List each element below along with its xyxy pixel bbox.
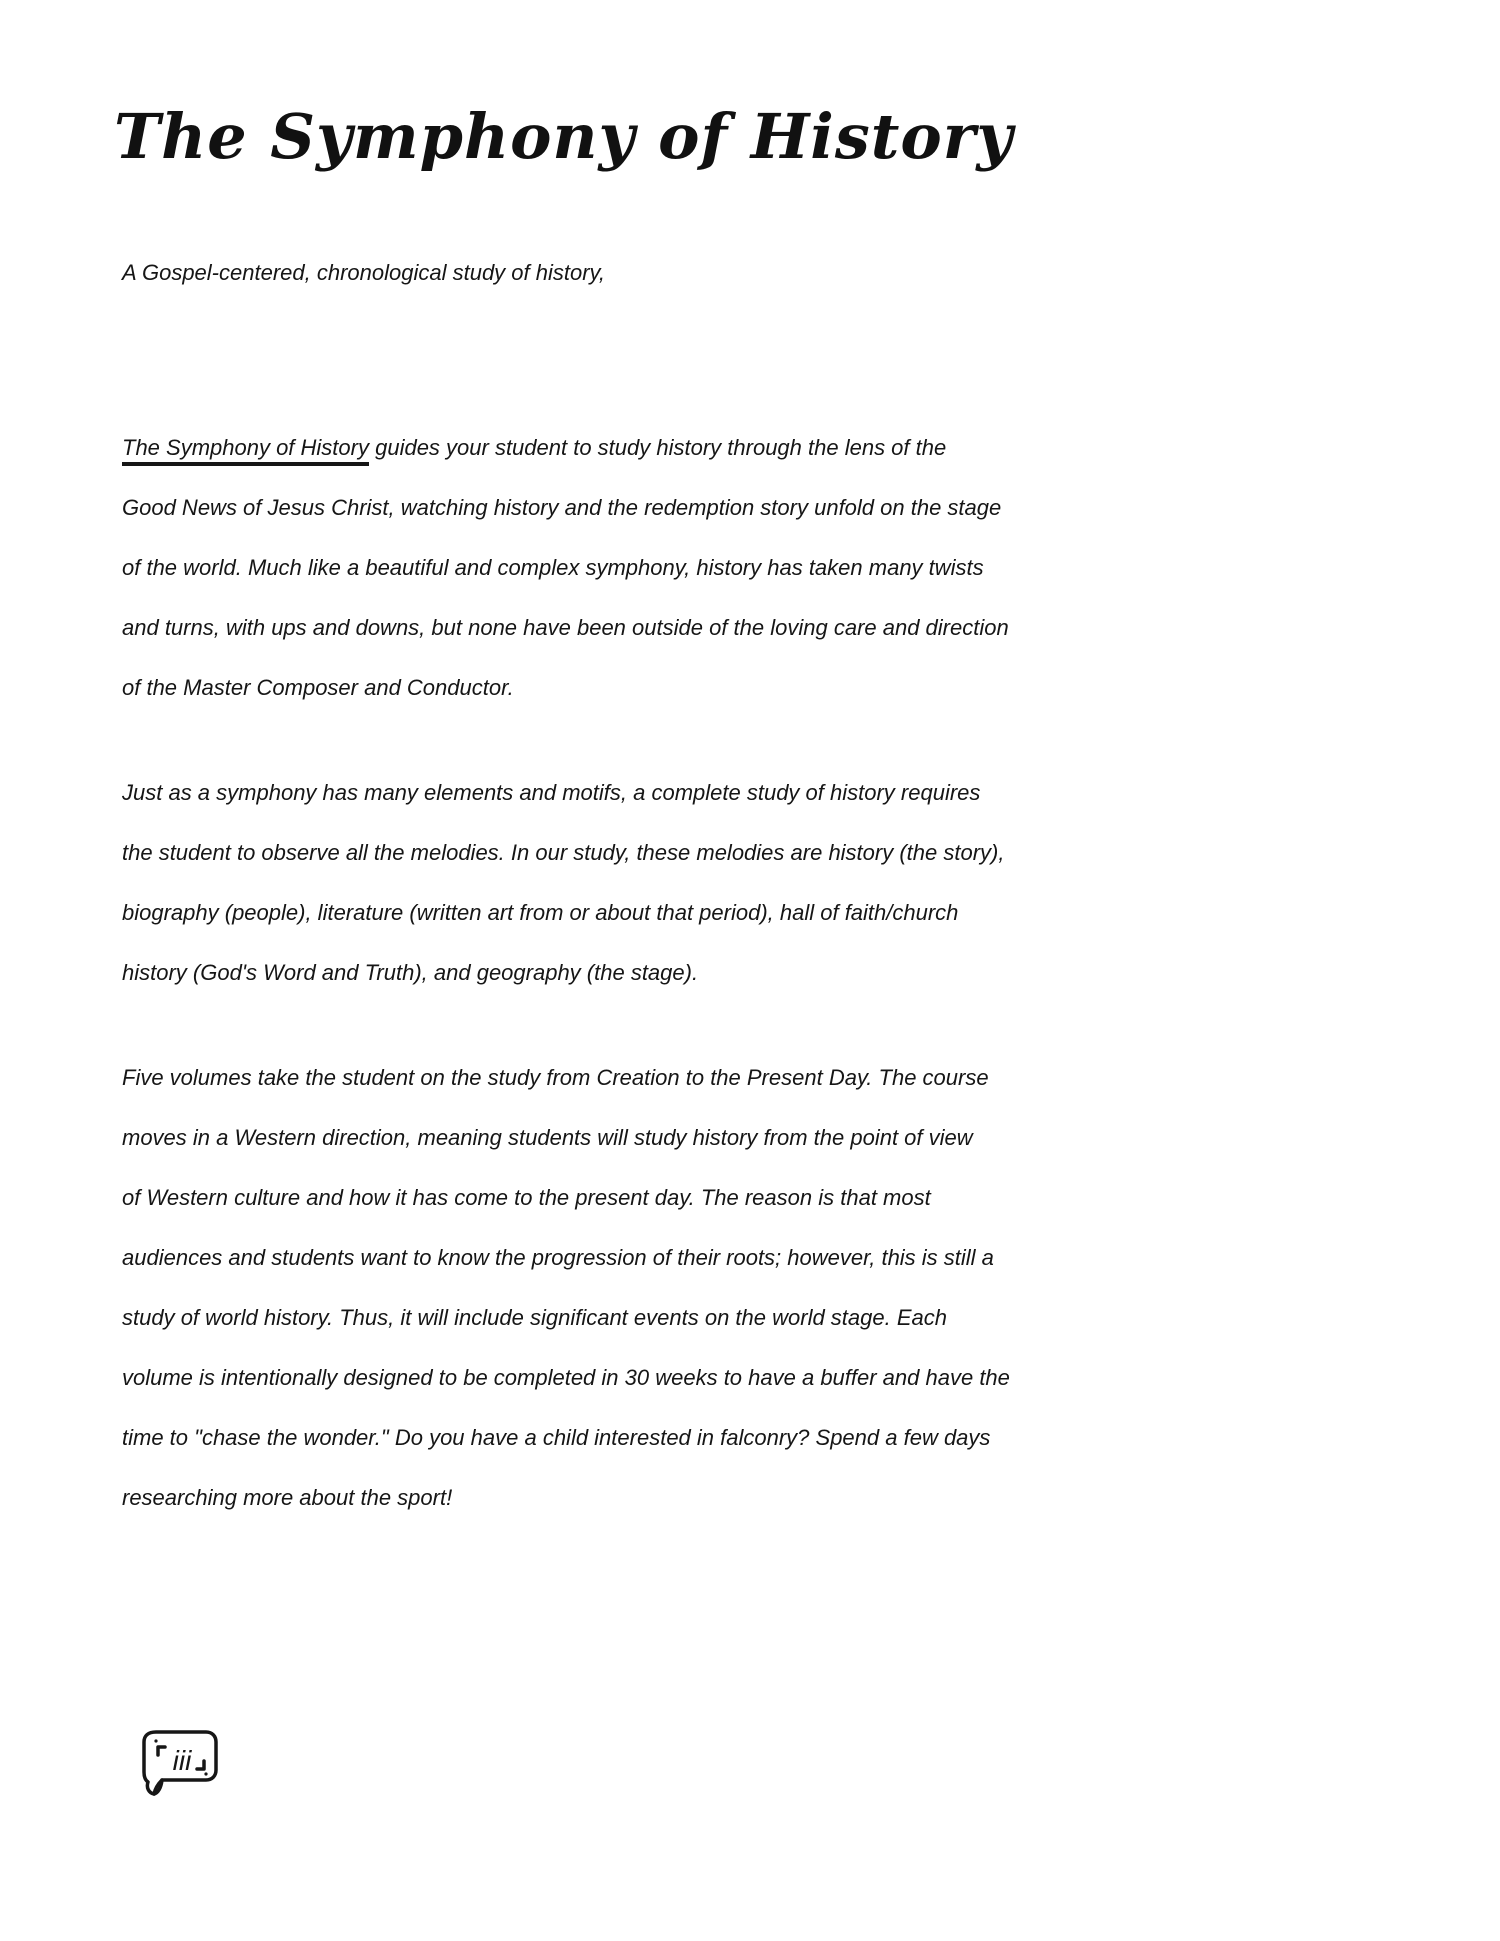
text-line: of Western culture and how it has come to the present day. The reason is that most bbox=[122, 1185, 931, 1210]
text-line: Just as a symphony has many elements and motifs, a complete study of history requires bbox=[122, 780, 981, 805]
text-line: history (God's Word and Truth), and geography (the stage). bbox=[122, 960, 699, 985]
text-line-rest: guides your student to study history through the lens of the bbox=[368, 435, 947, 460]
text-line: Good News of Jesus Christ, watching history and the redemption story unfold on the stage bbox=[122, 495, 1002, 520]
text-line: and turns, with ups and downs, but none have been outside of the loving care and direction bbox=[122, 615, 1009, 640]
text-line: of the world. Much like a beautiful and complex symphony, history has taken many twists bbox=[122, 555, 984, 580]
page-title: The Symphony of History bbox=[114, 100, 1014, 173]
paragraph-volumes bbox=[122, 1048, 1132, 1528]
paragraph-intro bbox=[122, 418, 1132, 718]
text-line bbox=[122, 418, 1132, 478]
scroll-icon bbox=[138, 1724, 224, 1804]
underlined-course-title: The Symphony of History bbox=[122, 435, 369, 466]
text-line: study of world history. Thus, it will include significant events on the world stage. Each bbox=[122, 1305, 947, 1330]
text-line: time to "chase the wonder." Do you have a child interested in falconry? Spend a few days bbox=[122, 1425, 991, 1450]
text-line: audiences and students want to know the progression of their roots; however, this is still a bbox=[122, 1245, 994, 1270]
text-line: of the Master Composer and Conductor. bbox=[122, 675, 514, 700]
page-number: iii bbox=[172, 1745, 192, 1776]
page-footer bbox=[138, 1724, 228, 1806]
subtitle: A Gospel-centered, chronological study of history, bbox=[122, 260, 606, 285]
text-line: Five volumes take the student on the study from Creation to the Present Day. The course bbox=[122, 1065, 989, 1090]
text-line: moves in a Western direction, meaning students will study history from the point of view bbox=[122, 1125, 973, 1150]
text-line: biography (people), literature (written art from or about that period), hall of faith/church bbox=[122, 900, 959, 925]
text-line: volume is intentionally designed to be completed in 30 weeks to have a buffer and have the bbox=[122, 1365, 1010, 1390]
paragraph-melodies bbox=[122, 763, 1132, 1003]
text-line: researching more about the sport! bbox=[122, 1485, 453, 1510]
text-line: the student to observe all the melodies. In our study, these melodies are history (the story), bbox=[122, 840, 1005, 865]
